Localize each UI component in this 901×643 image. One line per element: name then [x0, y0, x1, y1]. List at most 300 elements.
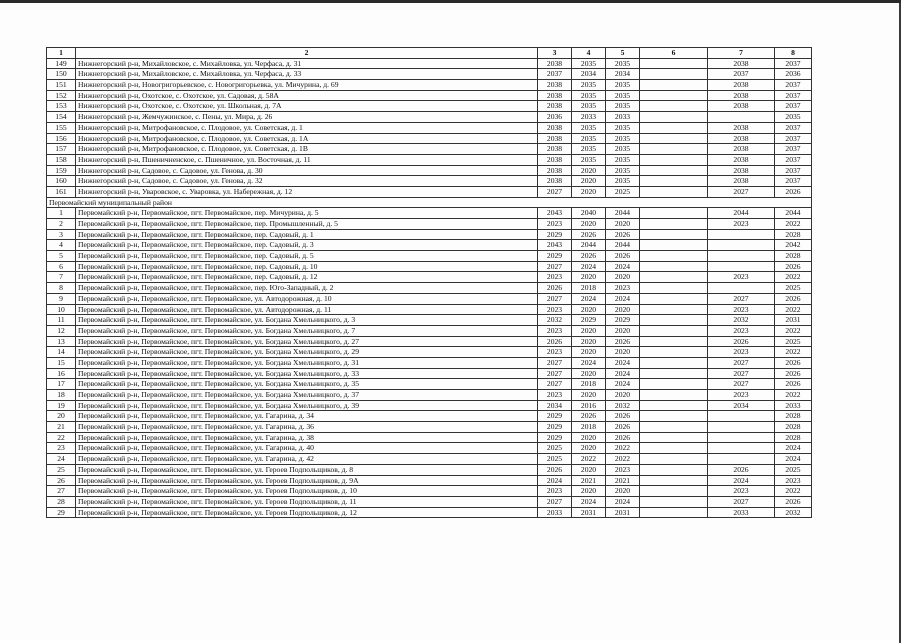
row-number: 161 — [47, 186, 76, 197]
table-row — [47, 507, 812, 518]
year-cell: 2026 — [538, 283, 572, 294]
year-cell — [640, 475, 708, 486]
year-cell: 2027 — [538, 186, 572, 197]
row-number: 17 — [47, 379, 76, 390]
year-cell: 2018 — [572, 283, 606, 294]
address-cell: Нижнегорский р-н, Михайловское, с. Михайловка, ул. Черфаса, д. 33 — [76, 69, 538, 80]
year-cell: 2026 — [775, 261, 812, 272]
year-cell: 2025 — [775, 464, 812, 475]
year-cell: 2024 — [606, 496, 640, 507]
table-row — [47, 347, 812, 358]
year-cell: 2038 — [538, 90, 572, 101]
year-cell: 2024 — [606, 368, 640, 379]
year-cell: 2035 — [606, 144, 640, 155]
row-number: 24 — [47, 454, 76, 465]
year-cell: 2038 — [708, 122, 775, 133]
year-cell: 2020 — [572, 272, 606, 283]
year-cell: 2020 — [606, 486, 640, 497]
year-cell: 2018 — [572, 422, 606, 433]
year-cell — [640, 112, 708, 123]
year-cell: 2024 — [606, 357, 640, 368]
year-cell — [708, 261, 775, 272]
column-number: 7 — [708, 48, 775, 59]
table-row — [47, 154, 812, 165]
year-cell — [640, 58, 708, 69]
year-cell — [640, 486, 708, 497]
year-cell: 2029 — [538, 411, 572, 422]
year-cell: 2033 — [606, 112, 640, 123]
year-cell: 2025 — [538, 443, 572, 454]
row-number: 6 — [47, 261, 76, 272]
year-cell — [640, 272, 708, 283]
year-cell — [640, 443, 708, 454]
row-number: 29 — [47, 507, 76, 518]
year-cell: 2020 — [572, 304, 606, 315]
column-number: 8 — [775, 48, 812, 59]
year-cell: 2026 — [775, 357, 812, 368]
year-cell: 2035 — [606, 122, 640, 133]
year-cell: 2021 — [606, 475, 640, 486]
year-cell: 2024 — [606, 261, 640, 272]
year-cell: 2022 — [775, 304, 812, 315]
year-cell: 2029 — [538, 422, 572, 433]
year-cell: 2023 — [538, 325, 572, 336]
year-cell: 2026 — [775, 496, 812, 507]
address-cell: Первомайский р-н, Первомайское, пгт. Первомайское, ул. Гагарина, д. 42 — [76, 454, 538, 465]
year-cell: 2032 — [775, 507, 812, 518]
column-number-row — [47, 48, 812, 59]
year-cell: 2043 — [538, 208, 572, 219]
address-cell: Первомайский р-н, Первомайское, пгт. Первомайское, пер. Мичурина, д. 5 — [76, 208, 538, 219]
year-cell: 2022 — [775, 347, 812, 358]
year-cell: 2023 — [538, 390, 572, 401]
year-cell: 2035 — [572, 122, 606, 133]
year-cell — [640, 293, 708, 304]
year-cell — [640, 422, 708, 433]
year-cell: 2038 — [708, 144, 775, 155]
year-cell: 2024 — [606, 293, 640, 304]
year-cell: 2020 — [606, 304, 640, 315]
year-cell — [640, 144, 708, 155]
year-cell — [640, 390, 708, 401]
address-cell: Первомайский р-н, Первомайское, пгт. Первомайское, ул. Героев Подпольщиков, д. 8 — [76, 464, 538, 475]
year-cell — [708, 454, 775, 465]
year-cell: 2026 — [606, 336, 640, 347]
year-cell — [640, 251, 708, 262]
year-cell: 2021 — [572, 475, 606, 486]
year-cell: 2038 — [538, 144, 572, 155]
year-cell: 2025 — [775, 283, 812, 294]
table-row — [47, 368, 812, 379]
address-cell: Первомайский р-н, Первомайское, пгт. Первомайское, ул. Героев Подпольщиков, д. 10 — [76, 486, 538, 497]
table-row — [47, 176, 812, 187]
address-cell: Первомайский р-н, Первомайское, пгт. Первомайское, ул. Богдана Хмельницкого, д. 7 — [76, 325, 538, 336]
year-cell: 2020 — [572, 432, 606, 443]
year-cell: 2020 — [606, 390, 640, 401]
year-cell: 2016 — [572, 400, 606, 411]
table-row — [47, 336, 812, 347]
year-cell: 2033 — [572, 112, 606, 123]
year-cell: 2020 — [572, 443, 606, 454]
year-cell: 2035 — [606, 101, 640, 112]
year-cell: 2035 — [572, 101, 606, 112]
row-number: 19 — [47, 400, 76, 411]
year-cell — [708, 112, 775, 123]
year-cell — [640, 229, 708, 240]
table-row — [47, 240, 812, 251]
year-cell — [708, 229, 775, 240]
year-cell: 2020 — [572, 176, 606, 187]
year-cell — [640, 411, 708, 422]
year-cell: 2037 — [538, 69, 572, 80]
year-cell — [640, 186, 708, 197]
row-number: 8 — [47, 283, 76, 294]
row-number: 159 — [47, 165, 76, 176]
year-cell: 2027 — [708, 357, 775, 368]
year-cell: 2037 — [775, 101, 812, 112]
year-cell — [640, 219, 708, 230]
row-number: 10 — [47, 304, 76, 315]
year-cell: 2032 — [606, 400, 640, 411]
year-cell — [708, 240, 775, 251]
address-cell: Нижнегорский р-н, Садовое, с. Садовое, ул. Генова, д. 30 — [76, 165, 538, 176]
year-cell: 2044 — [572, 240, 606, 251]
address-cell: Первомайский р-н, Первомайское, пгт. Первомайское, ул. Богдана Хмельницкого, д. 33 — [76, 368, 538, 379]
row-number: 156 — [47, 133, 76, 144]
year-cell: 2020 — [572, 486, 606, 497]
year-cell: 2044 — [606, 240, 640, 251]
year-cell — [640, 368, 708, 379]
year-cell: 2026 — [606, 432, 640, 443]
column-number: 3 — [538, 48, 572, 59]
address-cell: Первомайский р-н, Первомайское, пгт. Первомайское, ул. Богдана Хмельницкого, д. 39 — [76, 400, 538, 411]
year-cell: 2027 — [538, 368, 572, 379]
year-cell: 2029 — [538, 251, 572, 262]
table-row — [47, 229, 812, 240]
year-cell: 2023 — [538, 304, 572, 315]
year-cell: 2024 — [538, 475, 572, 486]
year-cell: 2024 — [572, 357, 606, 368]
year-cell: 2023 — [606, 464, 640, 475]
year-cell: 2018 — [572, 379, 606, 390]
year-cell: 2023 — [538, 347, 572, 358]
year-cell — [640, 336, 708, 347]
year-cell — [640, 176, 708, 187]
year-cell: 2044 — [775, 208, 812, 219]
year-cell: 2037 — [775, 144, 812, 155]
year-cell: 2024 — [775, 443, 812, 454]
year-cell: 2038 — [708, 165, 775, 176]
table-row — [47, 496, 812, 507]
year-cell: 2023 — [708, 486, 775, 497]
year-cell: 2026 — [775, 293, 812, 304]
year-cell — [640, 400, 708, 411]
year-cell: 2026 — [708, 336, 775, 347]
year-cell — [708, 283, 775, 294]
year-cell: 2029 — [572, 315, 606, 326]
year-cell — [640, 496, 708, 507]
year-cell: 2035 — [606, 154, 640, 165]
row-number: 151 — [47, 80, 76, 91]
row-number: 153 — [47, 101, 76, 112]
table-row — [47, 411, 812, 422]
row-number: 16 — [47, 368, 76, 379]
year-cell: 2026 — [572, 251, 606, 262]
year-cell: 2020 — [606, 272, 640, 283]
year-cell: 2020 — [606, 325, 640, 336]
year-cell: 2044 — [708, 208, 775, 219]
row-number: 12 — [47, 325, 76, 336]
year-cell: 2024 — [572, 496, 606, 507]
row-number: 2 — [47, 219, 76, 230]
year-cell: 2035 — [606, 58, 640, 69]
year-cell — [640, 133, 708, 144]
year-cell: 2029 — [538, 432, 572, 443]
year-cell: 2038 — [538, 165, 572, 176]
year-cell — [640, 357, 708, 368]
row-number: 155 — [47, 122, 76, 133]
year-cell: 2028 — [775, 432, 812, 443]
year-cell — [640, 69, 708, 80]
year-cell: 2027 — [538, 496, 572, 507]
address-cell: Нижнегорский р-н, Уваровское, с. Уваровка, ул. Набережная, д. 12 — [76, 186, 538, 197]
address-cell: Нижнегорский р-н, Митрофановское, с. Плодовое, ул. Советская, д. 1А — [76, 133, 538, 144]
row-number: 3 — [47, 229, 76, 240]
year-cell: 2035 — [572, 90, 606, 101]
year-cell: 2020 — [606, 219, 640, 230]
section-header-row — [47, 197, 812, 208]
year-cell: 2042 — [775, 240, 812, 251]
table-row — [47, 304, 812, 315]
year-cell: 2035 — [572, 144, 606, 155]
year-cell: 2027 — [708, 186, 775, 197]
year-cell: 2023 — [606, 283, 640, 294]
year-cell: 2028 — [775, 251, 812, 262]
address-cell: Нижнегорский р-н, Жемчужинское, с. Пены, ул. Мира, д. 26 — [76, 112, 538, 123]
year-cell: 2029 — [538, 229, 572, 240]
table-row — [47, 400, 812, 411]
year-cell: 2024 — [775, 454, 812, 465]
year-cell: 2023 — [708, 219, 775, 230]
year-cell: 2027 — [538, 293, 572, 304]
year-cell: 2020 — [572, 186, 606, 197]
year-cell: 2036 — [538, 112, 572, 123]
year-cell: 2023 — [708, 325, 775, 336]
year-cell — [640, 454, 708, 465]
year-cell: 2033 — [708, 507, 775, 518]
year-cell: 2026 — [538, 336, 572, 347]
table-row — [47, 69, 812, 80]
year-cell: 2037 — [775, 154, 812, 165]
table-row — [47, 80, 812, 91]
year-cell: 2026 — [572, 229, 606, 240]
year-cell: 2031 — [572, 507, 606, 518]
year-cell: 2020 — [572, 368, 606, 379]
year-cell: 2020 — [572, 464, 606, 475]
year-cell: 2023 — [538, 219, 572, 230]
row-number: 1 — [47, 208, 76, 219]
year-cell — [640, 154, 708, 165]
year-cell: 2026 — [538, 464, 572, 475]
year-cell: 2038 — [708, 154, 775, 165]
year-cell — [708, 422, 775, 433]
year-cell: 2038 — [538, 58, 572, 69]
year-cell: 2038 — [708, 90, 775, 101]
year-cell — [640, 325, 708, 336]
year-cell: 2023 — [775, 475, 812, 486]
year-cell — [640, 283, 708, 294]
year-cell — [640, 315, 708, 326]
address-cell: Первомайский р-н, Первомайское, пгт. Первомайское, пер. Юго-Западный, д. 2 — [76, 283, 538, 294]
year-cell: 2027 — [538, 379, 572, 390]
year-cell: 2028 — [775, 411, 812, 422]
year-cell: 2022 — [775, 219, 812, 230]
year-cell: 2038 — [708, 133, 775, 144]
year-cell: 2038 — [538, 122, 572, 133]
year-cell: 2020 — [572, 336, 606, 347]
row-number: 18 — [47, 390, 76, 401]
address-cell: Нижнегорский р-н, Пшеничненское, с. Пшеничное, ул. Восточная, д. 11 — [76, 154, 538, 165]
year-cell — [640, 208, 708, 219]
year-cell: 2035 — [572, 80, 606, 91]
address-cell: Нижнегорский р-н, Митрофановское, с. Плодовое, ул. Советская, д. 1 — [76, 122, 538, 133]
row-number: 150 — [47, 69, 76, 80]
year-cell: 2043 — [538, 240, 572, 251]
year-cell: 2025 — [775, 336, 812, 347]
row-number: 9 — [47, 293, 76, 304]
year-cell: 2020 — [572, 165, 606, 176]
year-cell: 2037 — [775, 80, 812, 91]
year-cell — [708, 411, 775, 422]
year-cell — [640, 261, 708, 272]
year-cell: 2035 — [606, 133, 640, 144]
year-cell — [640, 432, 708, 443]
year-cell: 2032 — [708, 315, 775, 326]
year-cell: 2033 — [538, 507, 572, 518]
column-number: 2 — [76, 48, 538, 59]
row-number: 15 — [47, 357, 76, 368]
address-cell: Первомайский р-н, Первомайское, пгт. Первомайское, ул. Богдана Хмельницкого, д. 37 — [76, 390, 538, 401]
year-cell: 2025 — [606, 186, 640, 197]
year-cell: 2027 — [708, 496, 775, 507]
table-row — [47, 144, 812, 155]
year-cell: 2020 — [572, 219, 606, 230]
year-cell: 2035 — [606, 90, 640, 101]
year-cell: 2023 — [708, 304, 775, 315]
row-number: 25 — [47, 464, 76, 475]
year-cell: 2028 — [775, 229, 812, 240]
address-cell: Первомайский р-н, Первомайское, пгт. Первомайское, ул. Гагарина, д. 38 — [76, 432, 538, 443]
year-cell: 2038 — [708, 101, 775, 112]
year-cell: 2038 — [708, 80, 775, 91]
year-cell: 2038 — [538, 176, 572, 187]
table-row — [47, 165, 812, 176]
column-number: 6 — [640, 48, 708, 59]
year-cell — [640, 165, 708, 176]
table-row — [47, 454, 812, 465]
row-number: 23 — [47, 443, 76, 454]
table-row — [47, 357, 812, 368]
year-cell: 2038 — [538, 154, 572, 165]
table-row — [47, 325, 812, 336]
year-cell: 2024 — [572, 261, 606, 272]
year-cell: 2037 — [775, 90, 812, 101]
housing-register-table — [46, 47, 812, 518]
year-cell: 2024 — [606, 379, 640, 390]
year-cell: 2026 — [775, 379, 812, 390]
table-row — [47, 208, 812, 219]
address-cell: Нижнегорский р-н, Михайловское, с. Михайловка, ул. Черфаса, д. 31 — [76, 58, 538, 69]
table-row — [47, 186, 812, 197]
year-cell: 2038 — [538, 101, 572, 112]
year-cell: 2037 — [775, 58, 812, 69]
year-cell: 2025 — [538, 454, 572, 465]
year-cell: 2033 — [775, 400, 812, 411]
year-cell: 2038 — [538, 133, 572, 144]
year-cell: 2037 — [775, 176, 812, 187]
address-cell: Нижнегорский р-н, Охотское, с. Охотское, ул. Садовая, д. 58А — [76, 90, 538, 101]
year-cell: 2026 — [775, 368, 812, 379]
address-cell: Первомайский р-н, Первомайское, пгт. Первомайское, ул. Героев Подпольщиков, д. 11 — [76, 496, 538, 507]
table-row — [47, 101, 812, 112]
address-cell: Нижнегорский р-н, Садовое, с. Садовое, ул. Генова, д. 32 — [76, 176, 538, 187]
address-cell: Первомайский р-н, Первомайское, пгт. Первомайское, ул. Автодорожная, д. 10 — [76, 293, 538, 304]
year-cell — [640, 101, 708, 112]
year-cell: 2037 — [775, 165, 812, 176]
year-cell: 2020 — [572, 390, 606, 401]
row-number: 28 — [47, 496, 76, 507]
address-cell: Первомайский р-н, Первомайское, пгт. Первомайское, ул. Богдана Хмельницкого, д. 3 — [76, 315, 538, 326]
column-number: 5 — [606, 48, 640, 59]
table-row — [47, 475, 812, 486]
year-cell: 2027 — [708, 293, 775, 304]
row-number: 157 — [47, 144, 76, 155]
year-cell: 2038 — [708, 176, 775, 187]
row-number: 14 — [47, 347, 76, 358]
address-cell: Первомайский р-н, Первомайское, пгт. Первомайское, пер. Садовый, д. 5 — [76, 251, 538, 262]
address-cell: Первомайский р-н, Первомайское, пгт. Первомайское, пер. Садовый, д. 12 — [76, 272, 538, 283]
year-cell: 2034 — [606, 69, 640, 80]
address-cell: Первомайский р-н, Первомайское, пгт. Первомайское, пер. Садовый, д. 3 — [76, 240, 538, 251]
year-cell: 2024 — [572, 293, 606, 304]
table-row — [47, 379, 812, 390]
year-cell: 2038 — [708, 58, 775, 69]
year-cell: 2035 — [775, 112, 812, 123]
year-cell: 2023 — [708, 272, 775, 283]
year-cell — [708, 432, 775, 443]
table-row — [47, 315, 812, 326]
year-cell — [640, 80, 708, 91]
year-cell — [640, 347, 708, 358]
table-row — [47, 422, 812, 433]
year-cell: 2044 — [606, 208, 640, 219]
row-number: 21 — [47, 422, 76, 433]
address-cell: Первомайский р-н, Первомайское, пгт. Первомайское, ул. Богдана Хмельницкого, д. 31 — [76, 357, 538, 368]
row-number: 158 — [47, 154, 76, 165]
year-cell: 2035 — [606, 176, 640, 187]
row-number: 152 — [47, 90, 76, 101]
year-cell: 2037 — [708, 69, 775, 80]
year-cell: 2022 — [775, 390, 812, 401]
table-row — [47, 133, 812, 144]
table-row — [47, 486, 812, 497]
row-number: 27 — [47, 486, 76, 497]
address-cell: Нижнегорский р-н, Митрофановское, с. Плодовое, ул. Советская, д. 1В — [76, 144, 538, 155]
year-cell: 2035 — [606, 165, 640, 176]
year-cell — [708, 251, 775, 262]
address-cell: Первомайский р-н, Первомайское, пгт. Первомайское, пер. Промышленный, д. 5 — [76, 219, 538, 230]
year-cell: 2040 — [572, 208, 606, 219]
